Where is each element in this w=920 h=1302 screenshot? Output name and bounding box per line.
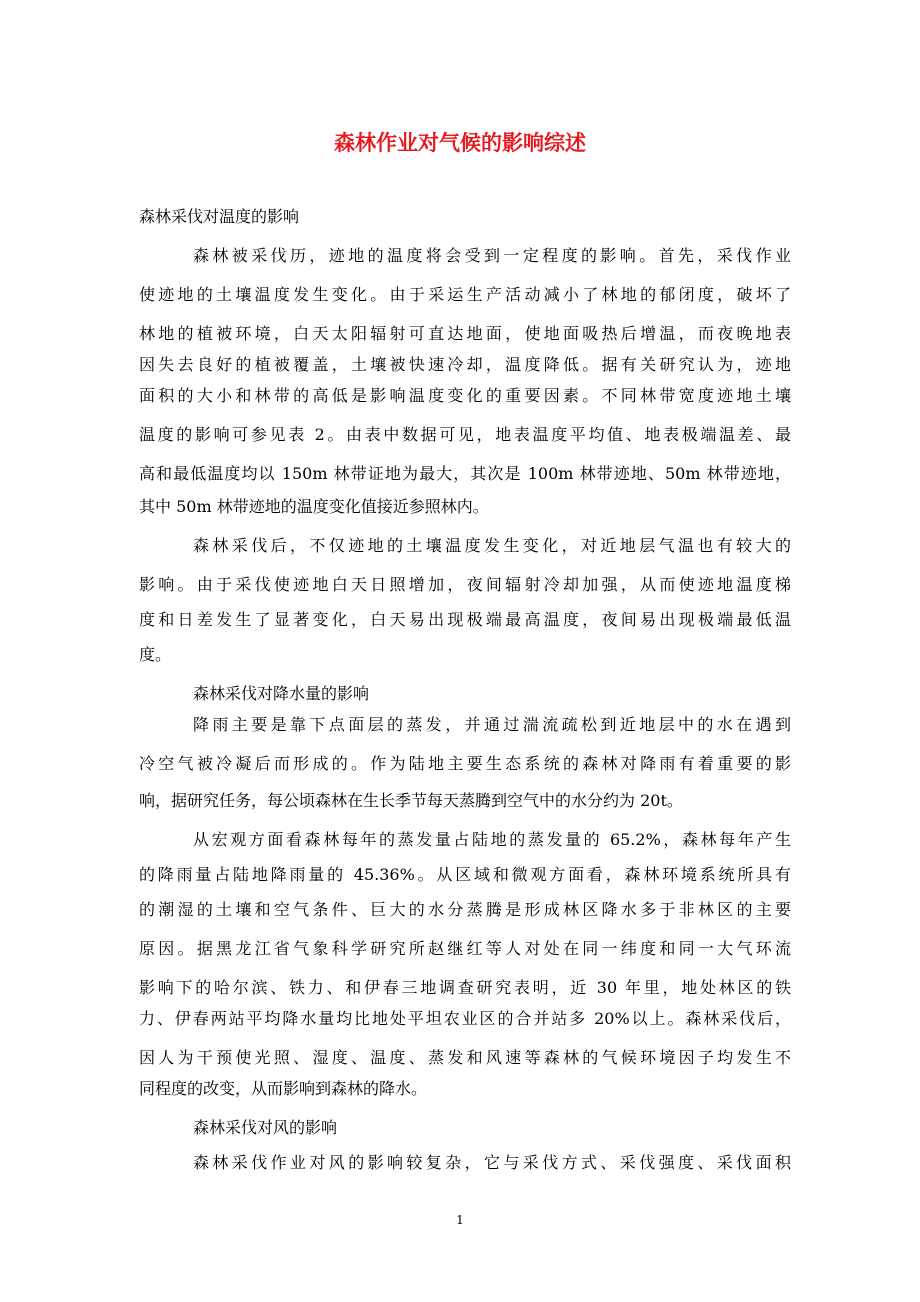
paragraph-line: 度和日差发生了显著变化，白天易出现极端最高温度，夜间易出现极端最低温 [139, 610, 791, 629]
paragraph-line: 森林被采伐历，迹地的温度将会受到一定程度的影响。首先，采伐作业 [193, 246, 791, 265]
paragraph-line: 力、伊春两站平均降水量均比地处平坦农业区的合并站多 20%以上。森林采伐后， [139, 1009, 791, 1028]
paragraph-line: 降雨主要是靠下点面层的蒸发，并通过湍流疏松到近地层中的水在遇到 [193, 715, 791, 734]
paragraph-line: 同程度的改变，从而影响到森林的降水。 [139, 1079, 428, 1098]
paragraph-line: 的潮湿的土壤和空气条件、巨大的水分蒸腾是形成林区降水多于非林区的主要 [139, 900, 791, 919]
paragraph-line: 森林采伐作业对风的影响较复杂，它与采伐方式、采伐强度、采伐面积 [193, 1153, 791, 1172]
paragraph-line: 高和最低温度均以 150m 林带证地为最大，其次是 100m 林带迹地、50m 林带迹地， [139, 464, 791, 483]
paragraph-line: 响，据研究任务，每公顷森林在生长季节每天蒸腾到空气中的水分约为 20t。 [139, 791, 683, 810]
paragraph-line: 林地的植被环境，白天太阳辐射可直达地面，使地面吸热后增温，而夜晚地表 [139, 324, 791, 343]
paragraph-line: 影响。由于采伐使迹地白天日照增加，夜间辐射冷却加强，从而使迹地温度梯 [139, 575, 791, 594]
paragraph-line: 冷空气被冷凝后而形成的。作为陆地主要生态系统的森林对降雨有着重要的影 [139, 754, 791, 773]
paragraph-line: 森林采伐后，不仅迹地的土壤温度发生变化，对近地层气温也有较大的 [193, 536, 791, 555]
page-number: 1 [456, 1213, 464, 1227]
paragraph-line: 的降雨量占陆地降雨量的 45.36%。从区域和微观方面看，森林环境系统所具有 [139, 865, 791, 884]
paragraph-line: 因失去良好的植被覆盖，土壤被快速冷却，温度降低。据有关研究认为，迹地 [139, 355, 791, 374]
section-heading-precipitation: 森林采伐对降水量的影响 [193, 684, 370, 703]
document-title: 森林作业对气候的影响综述 [334, 131, 586, 155]
section-heading-temperature: 森林采伐对温度的影响 [139, 207, 300, 226]
paragraph-line: 其中 50m 林带迹地的温度变化值接近参照林内。 [139, 497, 489, 516]
paragraph-line: 从宏观方面看森林每年的蒸发量占陆地的蒸发量的 65.2%，森林每年产生 [193, 830, 791, 849]
section-heading-wind: 森林采伐对风的影响 [193, 1118, 338, 1137]
paragraph-line: 度。 [139, 645, 172, 664]
paragraph-line: 使迹地的土壤温度发生变化。由于采运生产活动减小了林地的郁闭度，破坏了 [139, 285, 791, 304]
paragraph-line: 因人为干预使光照、湿度、温度、蒸发和风速等森林的气候环境因子均发生不 [139, 1048, 791, 1067]
paragraph-line: 温度的影响可参见表 2。由表中数据可见，地表温度平均值、地表极端温差、最 [139, 425, 791, 444]
paragraph-line: 影响下的哈尔滨、铁力、和伊春三地调查研究表明，近 30 年里，地处林区的铁 [139, 978, 791, 997]
paragraph-line: 原因。据黑龙江省气象科学研究所赵继红等人对处在同一纬度和同一大气环流 [139, 939, 791, 958]
paragraph-line: 面积的大小和林带的高低是影响温度变化的重要因素。不同林带宽度迹地土壤 [139, 386, 791, 405]
